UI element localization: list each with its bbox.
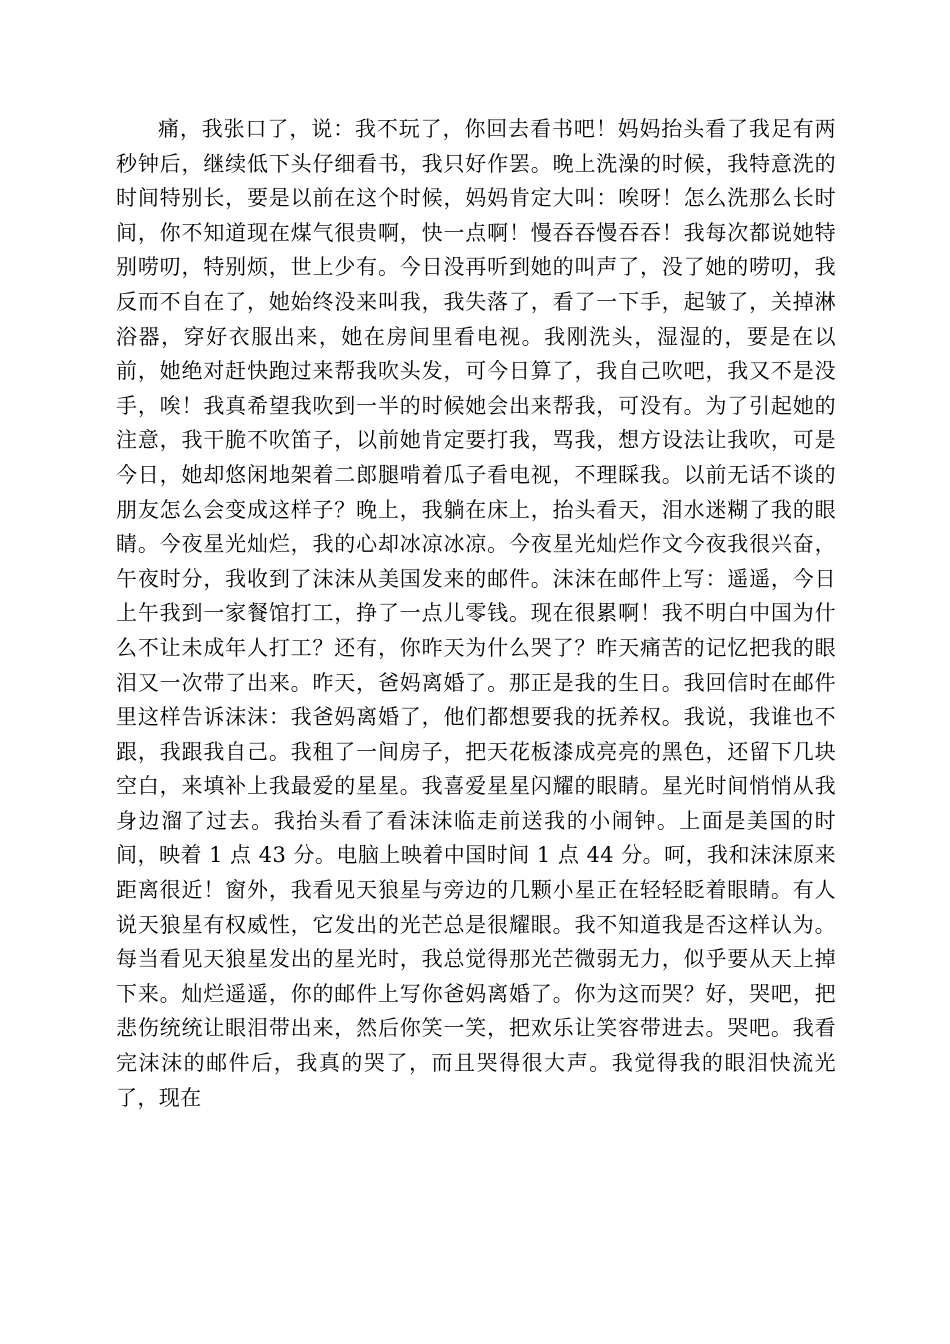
- body-paragraph: 痛，我张口了，说：我不玩了，你回去看书吧！妈妈抬头看了我足有两秒钟后，继续低下头仔细看书，我只好作罢。晚上洗澡的时候，我特意洗的时间特别长，要是以前在这个时候，妈妈肯定大叫：唉呀！怎么洗那么长时间，你不知道现在煤气很贵啊，快一点啊！慢吞吞慢吞吞！我每次都说她特别唠叨，特别烦，世上少有。今日没再听到她的叫声了，没了她的唠叨，我反而不自在了，她始终没来叫我，我失落了，看了一下手，起皱了，关掉淋浴器，穿好衣服出来，她在房间里看电视。我刚洗头，湿湿的，要是在以前，她绝对赶快跑过来帮我吹头发，可今日算了，我自己吹吧，我又不是没手，唉！我真希望我吹到一半的时候她会出来帮我，可没有。为了引起她的注意，我干脆不吹笛子，以前她肯定要打我，骂我，想方设法让我吹，可是今日，她却悠闲地架着二郎腿啃着瓜子看电视，不理睬我。以前无话不谈的朋友怎么会变成这样子？晚上，我躺在床上，抬头看天，泪水迷糊了我的眼睛。今夜星光灿烂，我的心却冰凉冰凉。今夜星光灿烂作文今夜我很兴奋，午夜时分，我收到了沫沫从美国发来的邮件。沫沫在邮件上写：遥遥，今日上午我到一家餐馆打工，挣了一点儿零钱。现在很累啊！我不明白中国为什么不让未成年人打工？还有，你昨天为什么哭了？昨天痛苦的记忆把我的眼泪又一次带了出来。昨天，爸妈离婚了。那正是我的生日。我回信时在邮件里这样告诉沫沫：我爸妈离婚了，他们都想要我的抚养权。我说，我谁也不跟，我跟我自己。我租了一间房子，把天花板漆成亮亮的黑色，还留下几块空白，来填补上我最爱的星星。我喜爱星星闪耀的眼睛。星光时间悄悄从我身边溜了过去。我抬头看了看沫沫临走前送我的小闹钟。上面是美国的时间，映着 1 点 43 分。电脑上映着中国时间 1 点 44 分。呵，我和沫沫原来距离很近！窗外，我看见天狼星与旁边的几颗小星正在轻轻眨着眼睛。有人说天狼星有权威性，它发出的光芒总是很耀眼。我不知道我是否这样认为。每当看见天狼星发出的星光时，我总觉得那光芒微弱无力，似乎要从天上掉下来。灿烂遥遥，你的邮件上写你爸妈离婚了。你为这而哭？好，哭吧，把悲伤统统让眼泪带出来，然后你笑一笑，把欢乐让笑容带进去。哭吧。我看完沫沫的邮件后，我真的哭了，而且哭得很大声。我觉得我的眼泪快流光了，现在: [116, 117, 836, 1110]
